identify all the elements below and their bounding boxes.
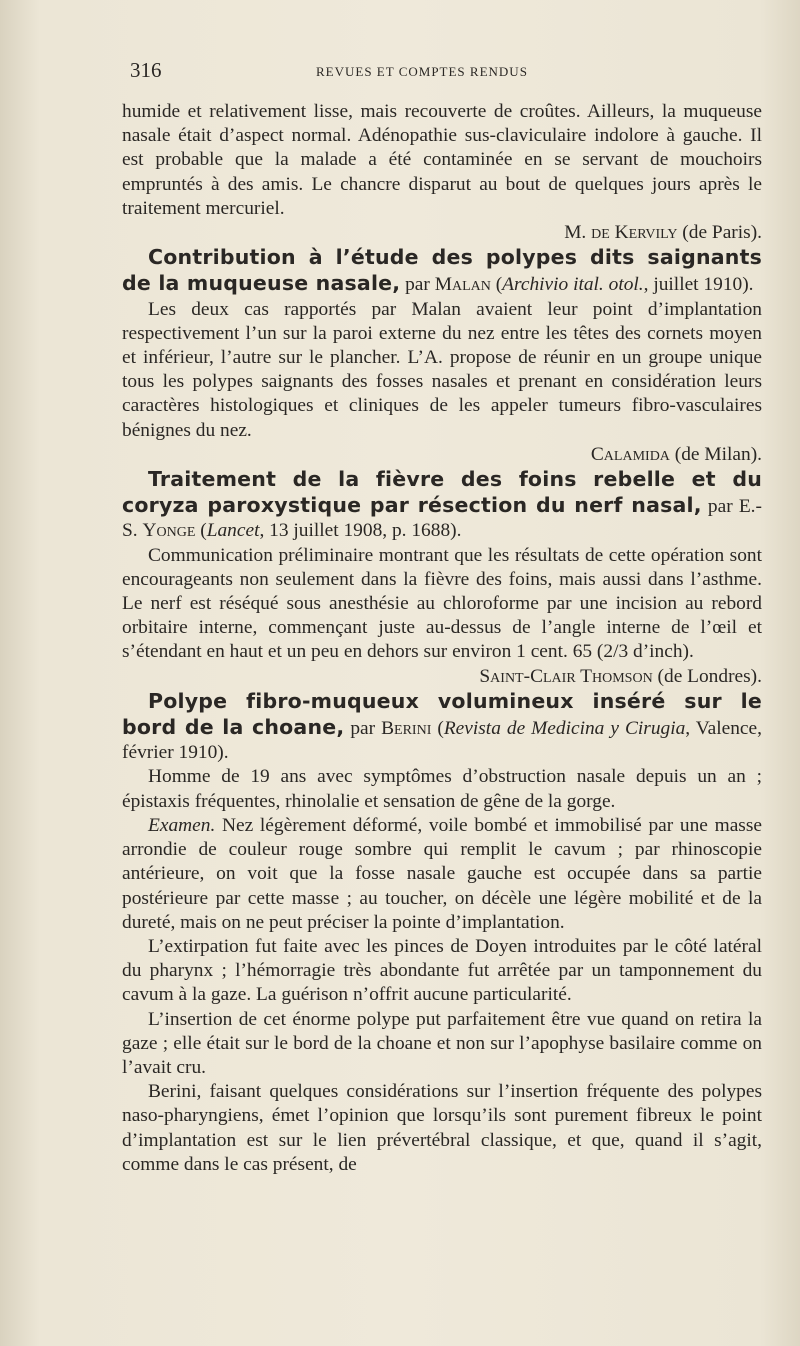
entry-source: Archivio ital. otol. (502, 274, 644, 296)
entry-heading: Contribution à l’étude des polypes dits saignants de la muqueuse nasale, par Malan (Archivio ital. otol., juillet 1910). (122, 245, 762, 296)
signature: M. de Kervily (de Paris). (564, 222, 762, 244)
entry-author: Malan (434, 274, 491, 296)
entry-heading: Polype fibro-muqueux volumineux inséré sur le bord de la choane, par Berini (Revista de Medicina y Cirugia, Valence, février 1910). (122, 688, 762, 764)
entry-source: Lancet (206, 520, 260, 542)
paragraph: Communication préliminaire montrant que les résultats de cette opération sont encourageants non seulement dans la fièvre des foins, mais aussi dans l’asthme. Le nerf est réséqué sous anesthésie au chloroforme par une incision au rebord orbitaire interne, commençant juste au-dessus de l’angle interne de l’œil et s’étendant en haut et un peu en dehors sur environ 1 cent. 65 (2/3 d’inch). (122, 544, 762, 663)
paragraph: Examen. Nez légèrement déformé, voile bombé et immobilisé par une masse arrondie de couleur rouge sombre qui remplit le cavum ; par rhinoscopie antérieure, on voit que la fosse nasale gauche est occupée dans sa partie postérieure par cette masse ; au toucher, on décèle une légère mobilité et de la dureté, mais on ne peut préciser la pointe d’implantation. (122, 814, 762, 933)
paragraph: L’extirpation fut faite avec les pinces de Doyen introduites par le côté latéral du pharynx ; l’hémorragie très abondante fut arrêtée par un tamponnement du cavum à la gaze. La guérison n’offrit aucune particularité. (122, 935, 762, 1006)
page-number: 316 (130, 58, 162, 82)
entry-heading: Traitement de la fièvre des foins rebelle et du coryza paroxystique par résection du nerf nasal, par E.-S. Yonge (Lancet, 13 juillet 1908, p. 1688). (122, 467, 762, 542)
entry-author: Berini (381, 718, 432, 740)
signature: Calamida (de Milan). (590, 443, 762, 465)
running-head: REVUES ET COMPTES RENDUS (316, 64, 528, 79)
page-header (0, 58, 800, 88)
entry-title: Polype fibro-muqueux volumineux inséré sur le bord de la choane, (122, 688, 762, 740)
paragraph: L’insertion de cet énorme polype put parfaitement être vue quand on retira la gaze ; elle était sur le bord de la choane et non sur l’apophyse basilaire comme on l’avait cru. (122, 1008, 762, 1078)
page-body (122, 100, 762, 1177)
signature: Saint-Clair Thomson (de Londres). (479, 665, 762, 687)
paragraph: humide et relativement lisse, mais recouverte de croûtes. Ailleurs, la muqueuse nasale était d’aspect normal. Adénopathie sus-claviculaire indolore à gauche. Il est probable que la malade a été contaminée en se servant de mouchoirs empruntés à des amis. Le chancre disparut au bout de quelques jours après le traitement mercuriel. (122, 101, 762, 219)
entry-title: Traitement de la fièvre des foins rebelle et du coryza paroxystique par résection du nerf nasal, (122, 467, 762, 518)
paragraph: Homme de 19 ans avec symptômes d’obstruction nasale depuis un an ; épistaxis fréquentes, rhinolalie et sensation de gêne de la gorge. (122, 766, 762, 812)
paragraph: Les deux cas rapportés par Malan avaient leur point d’implantation respectivement l’un sur la paroi externe du nez entre les têtes des cornets moyen et inférieur, l’autre sur le plancher. L’A. propose de réunir en un groupe unique tous les polypes saignants des fosses nasales et prenant en considération leurs caractères histologiques et cliniques de les appeler tumeurs fibro-vasculaires bénignes du nez. (122, 298, 762, 441)
entry-title: Contribution à l’étude des polypes dits saignants de la muqueuse nasale, (122, 245, 762, 296)
entry-source: Revista de Medicina y Cirugia (443, 718, 686, 740)
entry-author: Yonge (142, 520, 196, 542)
paragraph: Berini, faisant quelques considérations sur l’insertion fréquente des polypes naso-pharyngiens, émet l’opinion que lorsqu’ils sont purement fibreux le point d’implantation est sur le lien prévertébral classique, et que, quand il s’agit, comme dans le cas présent, de (122, 1081, 762, 1175)
